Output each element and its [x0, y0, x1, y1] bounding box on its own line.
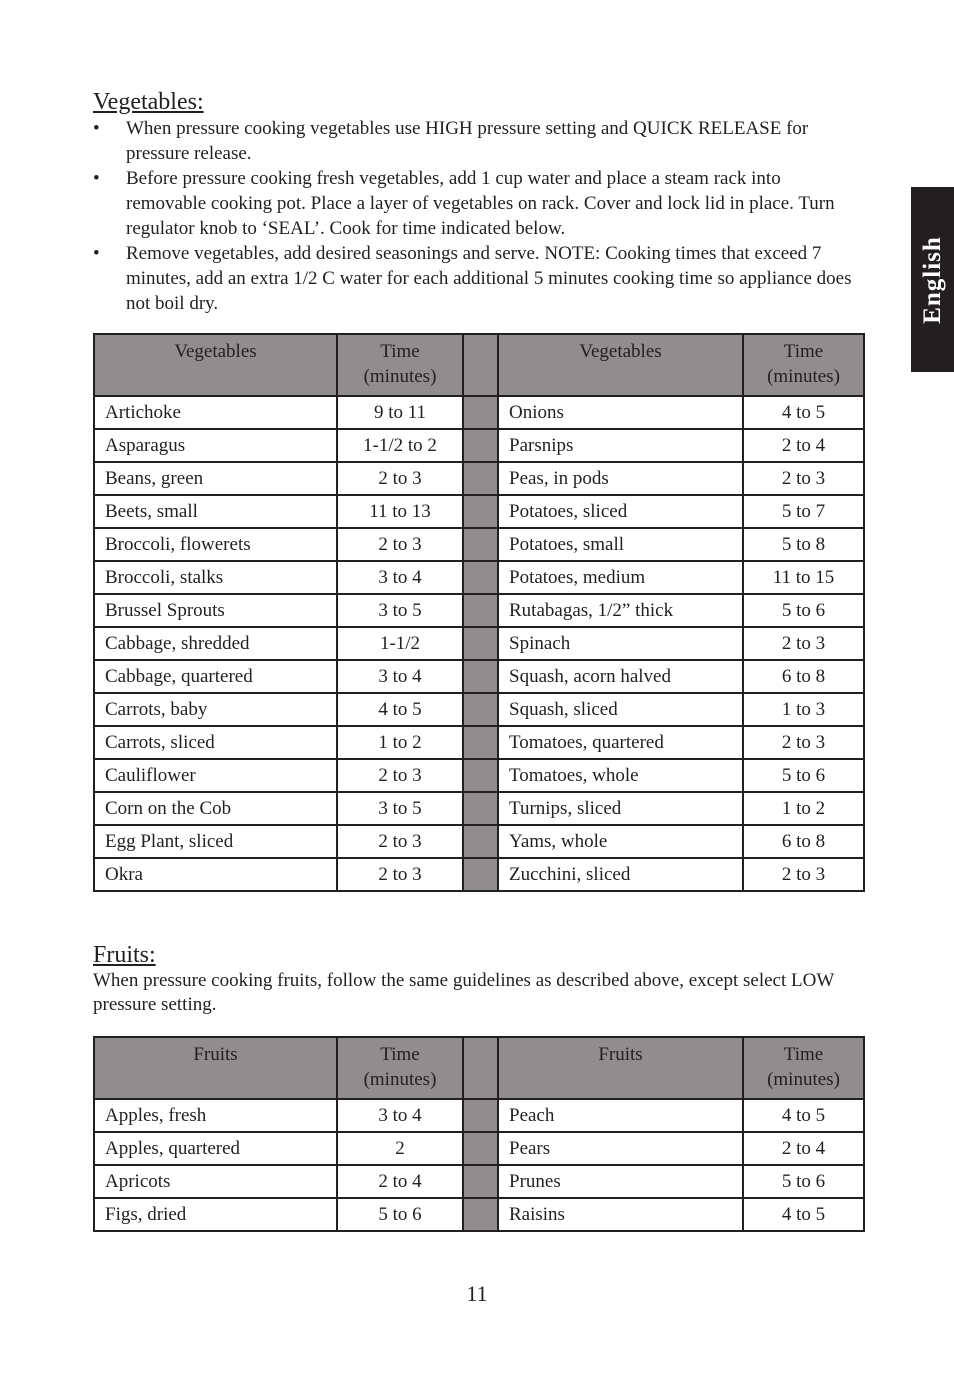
- instruction-item: • Before pressure cooking fresh vegetables, add 1 cup water and place a steam rack into removable cooking pot. Place a layer of vegetables on rack. Cover and lock lid in place. Turn regulator knob to ‘SEAL’. Cook for time indicated below.: [93, 166, 863, 241]
- vegetables-instructions: [93, 116, 863, 316]
- table-row: [94, 858, 864, 891]
- page-number: 11: [466, 1281, 488, 1306]
- item-name-cell: Brussel Sprouts: [94, 594, 337, 627]
- time-cell: 3 to 5: [337, 792, 463, 825]
- table-row: [94, 726, 864, 759]
- time-cell: 2 to 3: [337, 858, 463, 891]
- column-header-item: Vegetables: [94, 334, 337, 396]
- item-name-cell: Broccoli, flowerets: [94, 528, 337, 561]
- item-name-cell: Corn on the Cob: [94, 792, 337, 825]
- item-name-cell: Carrots, baby: [94, 693, 337, 726]
- time-cell: 1-1/2: [337, 627, 463, 660]
- time-cell: 5 to 6: [743, 594, 864, 627]
- fruits-heading: Fruits:: [93, 942, 156, 968]
- table-row: [94, 1132, 864, 1165]
- time-cell: 5 to 7: [743, 495, 864, 528]
- language-tab-label: English: [918, 235, 946, 324]
- item-name-cell: Raisins: [498, 1198, 743, 1231]
- item-name-cell: Parsnips: [498, 429, 743, 462]
- item-name-cell: Yams, whole: [498, 825, 743, 858]
- fruits-instructions: When pressure cooking fruits, follow the same guidelines as described above, except select LOW pressure setting.: [93, 970, 834, 1015]
- time-cell: 2 to 3: [743, 726, 864, 759]
- table-row: [94, 825, 864, 858]
- time-cell: 2 to 4: [743, 429, 864, 462]
- table-row: [94, 561, 864, 594]
- table-header-row: [94, 334, 864, 396]
- time-cell: 2 to 3: [337, 528, 463, 561]
- time-cell: 2 to 4: [743, 1132, 864, 1165]
- vegetables-time-table: [93, 333, 865, 892]
- time-cell: 1 to 2: [743, 792, 864, 825]
- separator-cell: [463, 693, 498, 726]
- item-name-cell: Broccoli, stalks: [94, 561, 337, 594]
- time-cell: 2: [337, 1132, 463, 1165]
- item-name-cell: Potatoes, small: [498, 528, 743, 561]
- item-name-cell: Squash, acorn halved: [498, 660, 743, 693]
- separator-cell: [463, 462, 498, 495]
- fruits-time-table: [93, 1036, 865, 1232]
- column-header-time: Time (minutes): [337, 334, 463, 396]
- vegetables-heading: Vegetables:: [93, 89, 204, 115]
- separator-cell: [463, 1037, 498, 1099]
- item-name-cell: Rutabagas, 1/2” thick: [498, 594, 743, 627]
- item-name-cell: Apricots: [94, 1165, 337, 1198]
- time-cell: 9 to 11: [337, 396, 463, 429]
- table-header-row: [94, 1037, 864, 1099]
- time-cell: 4 to 5: [743, 396, 864, 429]
- separator-cell: [463, 1165, 498, 1198]
- separator-cell: [463, 627, 498, 660]
- separator-cell: [463, 726, 498, 759]
- time-cell: 5 to 8: [743, 528, 864, 561]
- time-cell: 1-1/2 to 2: [337, 429, 463, 462]
- item-name-cell: Prunes: [498, 1165, 743, 1198]
- time-cell: 4 to 5: [743, 1099, 864, 1132]
- column-header-time: Time (minutes): [337, 1037, 463, 1099]
- item-name-cell: Asparagus: [94, 429, 337, 462]
- time-cell: 2 to 3: [337, 825, 463, 858]
- time-cell: 11 to 13: [337, 495, 463, 528]
- separator-cell: [463, 495, 498, 528]
- item-name-cell: Cauliflower: [94, 759, 337, 792]
- item-name-cell: Peas, in pods: [498, 462, 743, 495]
- time-cell: 3 to 4: [337, 1099, 463, 1132]
- table-row: [94, 528, 864, 561]
- instruction-item: • When pressure cooking vegetables use HIGH pressure setting and QUICK RELEASE for pressure release.: [93, 116, 863, 166]
- time-cell: 4 to 5: [743, 1198, 864, 1231]
- table-row: [94, 792, 864, 825]
- separator-cell: [463, 825, 498, 858]
- table-row: [94, 429, 864, 462]
- separator-cell: [463, 594, 498, 627]
- table-row: [94, 693, 864, 726]
- item-name-cell: Zucchini, sliced: [498, 858, 743, 891]
- item-name-cell: Pears: [498, 1132, 743, 1165]
- separator-cell: [463, 1198, 498, 1231]
- time-cell: 2 to 3: [743, 462, 864, 495]
- item-name-cell: Spinach: [498, 627, 743, 660]
- item-name-cell: Beets, small: [94, 495, 337, 528]
- language-tab: [911, 187, 954, 372]
- time-cell: 1 to 2: [337, 726, 463, 759]
- item-name-cell: Figs, dried: [94, 1198, 337, 1231]
- column-header-item: Fruits: [94, 1037, 337, 1099]
- item-name-cell: Egg Plant, sliced: [94, 825, 337, 858]
- instruction-item: • Remove vegetables, add desired seasonings and serve. NOTE: Cooking times that exceed 7 minutes, add an extra 1/2 C water for each additional 5 minutes cooking time so appliance does not boil dry.: [93, 241, 863, 316]
- table-row: [94, 759, 864, 792]
- item-name-cell: Onions: [498, 396, 743, 429]
- time-cell: 2 to 3: [743, 627, 864, 660]
- time-cell: 1 to 3: [743, 693, 864, 726]
- time-cell: 2 to 3: [743, 858, 864, 891]
- time-cell: 11 to 15: [743, 561, 864, 594]
- item-name-cell: Peach: [498, 1099, 743, 1132]
- separator-cell: [463, 1132, 498, 1165]
- item-name-cell: Tomatoes, quartered: [498, 726, 743, 759]
- separator-cell: [463, 858, 498, 891]
- separator-cell: [463, 396, 498, 429]
- time-cell: 4 to 5: [337, 693, 463, 726]
- table-row: [94, 1165, 864, 1198]
- table-row: [94, 594, 864, 627]
- item-name-cell: Tomatoes, whole: [498, 759, 743, 792]
- item-name-cell: Okra: [94, 858, 337, 891]
- item-name-cell: Turnips, sliced: [498, 792, 743, 825]
- time-cell: 3 to 4: [337, 561, 463, 594]
- time-cell: 6 to 8: [743, 660, 864, 693]
- time-cell: 3 to 4: [337, 660, 463, 693]
- item-name-cell: Cabbage, shredded: [94, 627, 337, 660]
- column-header-time: Time (minutes): [743, 334, 864, 396]
- column-header-item: Fruits: [498, 1037, 743, 1099]
- separator-cell: [463, 528, 498, 561]
- separator-cell: [463, 759, 498, 792]
- table-row: [94, 396, 864, 429]
- column-header-time: Time (minutes): [743, 1037, 864, 1099]
- item-name-cell: Apples, fresh: [94, 1099, 337, 1132]
- separator-cell: [463, 660, 498, 693]
- table-row: [94, 660, 864, 693]
- item-name-cell: Squash, sliced: [498, 693, 743, 726]
- separator-cell: [463, 1099, 498, 1132]
- item-name-cell: Potatoes, medium: [498, 561, 743, 594]
- item-name-cell: Beans, green: [94, 462, 337, 495]
- table-row: [94, 627, 864, 660]
- table-row: [94, 462, 864, 495]
- item-name-cell: Potatoes, sliced: [498, 495, 743, 528]
- time-cell: 6 to 8: [743, 825, 864, 858]
- separator-cell: [463, 792, 498, 825]
- time-cell: 5 to 6: [743, 759, 864, 792]
- separator-cell: [463, 429, 498, 462]
- separator-cell: [463, 334, 498, 396]
- item-name-cell: Apples, quartered: [94, 1132, 337, 1165]
- item-name-cell: Artichoke: [94, 396, 337, 429]
- table-row: [94, 1198, 864, 1231]
- time-cell: 2 to 3: [337, 462, 463, 495]
- time-cell: 2 to 4: [337, 1165, 463, 1198]
- time-cell: 5 to 6: [743, 1165, 864, 1198]
- time-cell: 2 to 3: [337, 759, 463, 792]
- time-cell: 5 to 6: [337, 1198, 463, 1231]
- item-name-cell: Carrots, sliced: [94, 726, 337, 759]
- time-cell: 3 to 5: [337, 594, 463, 627]
- separator-cell: [463, 561, 498, 594]
- table-row: [94, 495, 864, 528]
- item-name-cell: Cabbage, quartered: [94, 660, 337, 693]
- table-row: [94, 1099, 864, 1132]
- column-header-item: Vegetables: [498, 334, 743, 396]
